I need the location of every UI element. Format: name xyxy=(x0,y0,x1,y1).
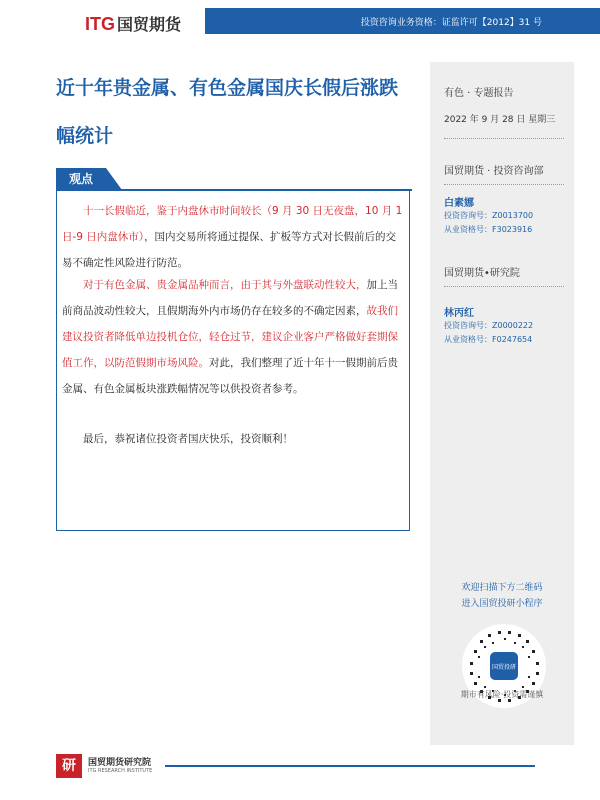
analyst-name: 白素娜 xyxy=(444,198,474,209)
risk-caption: 期市有风险·投资需谨慎 xyxy=(460,690,544,699)
license-text: 投资咨询业务资格：证监许可【2012】31 号 xyxy=(360,18,542,28)
sidebar-divider xyxy=(444,138,564,139)
report-category: 有色 · 专题报告 xyxy=(444,88,514,99)
sidebar-divider xyxy=(444,286,564,287)
page-header xyxy=(0,0,600,44)
sidebar xyxy=(430,62,574,745)
analyst-name: 林丙红 xyxy=(444,308,474,319)
department-institute: 国贸期货•研究院 xyxy=(444,268,520,279)
paragraph-text: 加上当前商品波动性较大，且假期海外内市场仍存在较多的不确定因素， xyxy=(62,279,398,317)
scan-instruction-1: 欢迎扫描下方二维码 xyxy=(461,583,543,593)
footer-rule xyxy=(165,765,535,767)
research-institute-logo: 研 xyxy=(56,754,82,778)
report-title: 近十年贵金属、有色金属国庆长假后涨跌幅统计 xyxy=(56,77,399,147)
viewpoint-paragraph-3: 最后，恭祝诸位投资者国庆快乐，投资顺利！ xyxy=(83,433,293,445)
company-logo xyxy=(85,12,181,35)
paragraph-highlight: 十一长假临近，鉴于内盘休市时间较长（9 月 30 日无夜盘，10 月 1 日-9 日内盘休市） xyxy=(62,205,403,243)
logo-en: ITG xyxy=(85,14,115,34)
scan-instruction-2: 进入国贸投研小程序 xyxy=(461,599,543,609)
department-consult: 国贸期货 · 投资咨询部 xyxy=(444,166,544,177)
analyst-consult-no: 投资咨询号：Z0013700 xyxy=(444,211,534,220)
logo-cn: 国贸期货 xyxy=(117,15,182,34)
qr-center-label: 国贸投研 xyxy=(491,664,517,671)
analyst-consult-no: 投资咨询号：Z0000222 xyxy=(444,321,534,330)
report-date: 2022 年 9 月 28 日 星期三 xyxy=(444,115,556,125)
paragraph-text: 对此，我们整理了近十年十一假期前后贵金属、有色金属板块涨跌幅情况等以供投资者参考。 xyxy=(62,357,398,395)
analyst-practice-no: 从业资格号：F0247654 xyxy=(444,335,533,344)
viewpoint-paragraph-1 xyxy=(62,198,404,276)
viewpoint-label: 观点 xyxy=(56,168,106,190)
sidebar-divider xyxy=(444,184,564,185)
research-institute-name-en: ITG RESEARCH INSTITUTE xyxy=(88,768,153,774)
analyst-practice-no: 从业资格号：F3023916 xyxy=(444,225,533,234)
viewpoint-paragraph-2 xyxy=(62,272,404,402)
research-institute-name: 国贸期货研究院 xyxy=(88,758,152,768)
paragraph-highlight: 故我们建议投资者降低单边投机仓位，轻仓过节，建议企业客户严格做好套期保值工作，以防范假期市场风险。 xyxy=(62,305,398,369)
paragraph-text: ，国内交易所将通过提保、扩板等方式对长假前后的交易不确定性风险进行防范。 xyxy=(62,231,397,269)
paragraph-highlight: 对于有色金属、贵金属品种而言，由于其与外盘联动性较大， xyxy=(83,279,367,291)
